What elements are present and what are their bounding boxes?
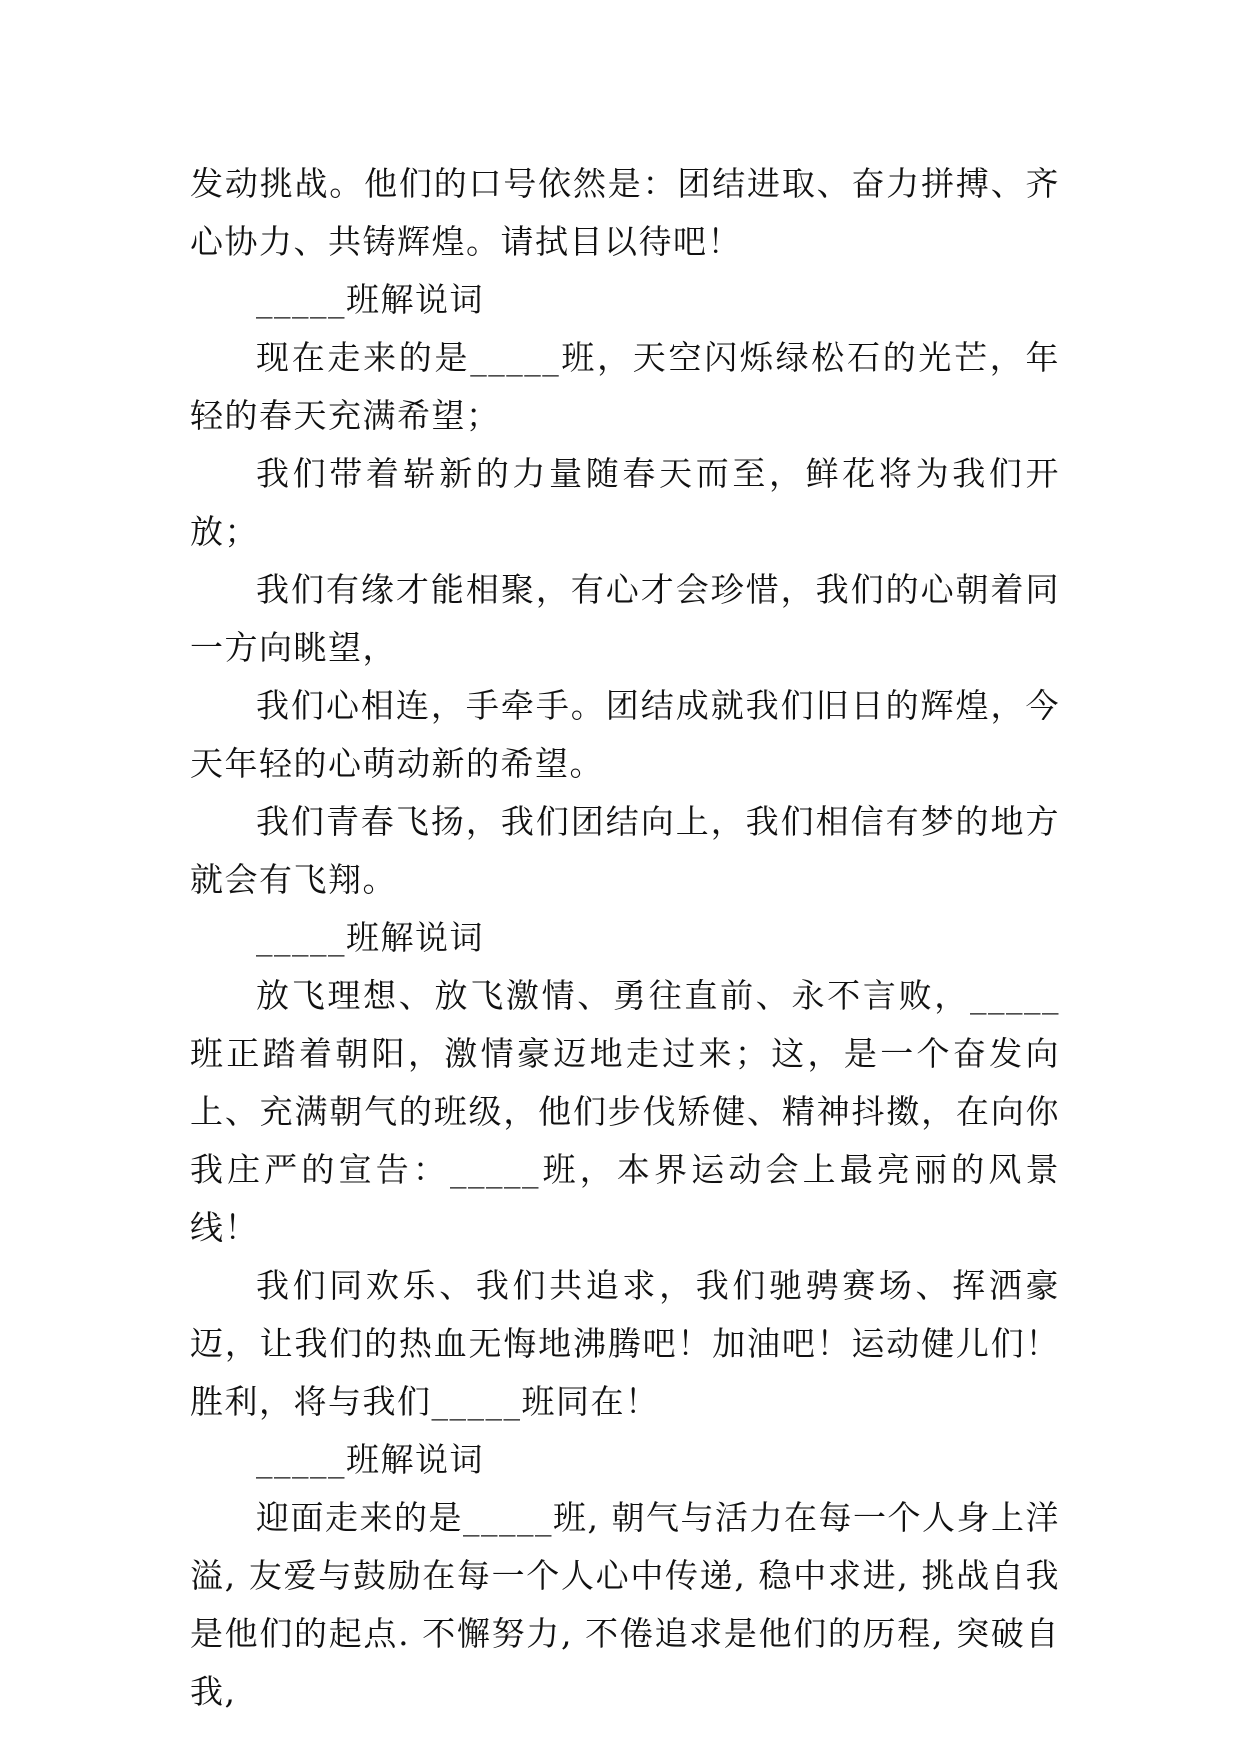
paragraph-7: 我们同欢乐、我们共追求，我们驰骋赛场、挥洒豪迈，让我们的热血无悔地沸腾吧！加油吧！运动健儿们！胜利，将与我们_____班同在！ [190,1266,1060,1421]
paragraph-8: 迎面走来的是_____班, 朝气与活力在每一个人身上洋溢, 友爱与鼓励在每一个人心中传递, 稳中求进, 挑战自我是他们的起点. 不懈努力, 不倦追求是他们的历程, 突破自我, [190,1498,1060,1711]
paragraph-1: 现在走来的是_____班，天空闪烁绿松石的光芒，年轻的春天充满希望； [190,338,1060,435]
section-heading-3: _____班解说词 [256,1440,484,1479]
paragraph-5: 我们青春飞扬，我们团结向上，我们相信有梦的地方就会有飞翔。 [190,802,1060,899]
section-heading-2: _____班解说词 [256,918,484,957]
paragraph-2: 我们带着崭新的力量随春天而至，鲜花将为我们开放； [190,454,1060,551]
paragraph-intro: 发动挑战。他们的口号依然是：团结进取、奋力拼搏、齐心协力、共铸辉煌。请拭目以待吧！ [190,164,1060,261]
paragraph-4: 我们心相连，手牵手。团结成就我们旧日的辉煌，今天年轻的心萌动新的希望。 [190,686,1060,783]
paragraph-6: 放飞理想、放飞激情、勇往直前、永不言败，_____班正踏着朝阳，激情豪迈地走过来；这，是一个奋发向上、充满朝气的班级，他们步伐矫健、精神抖擞，在向你我庄严的宣告：_____班，本界运动会上最亮丽的风景线！ [190,976,1060,1247]
paragraph-3: 我们有缘才能相聚，有心才会珍惜，我们的心朝着同一方向眺望， [190,570,1060,667]
section-heading-1: _____班解说词 [256,280,484,319]
document-body [190,155,1060,1721]
